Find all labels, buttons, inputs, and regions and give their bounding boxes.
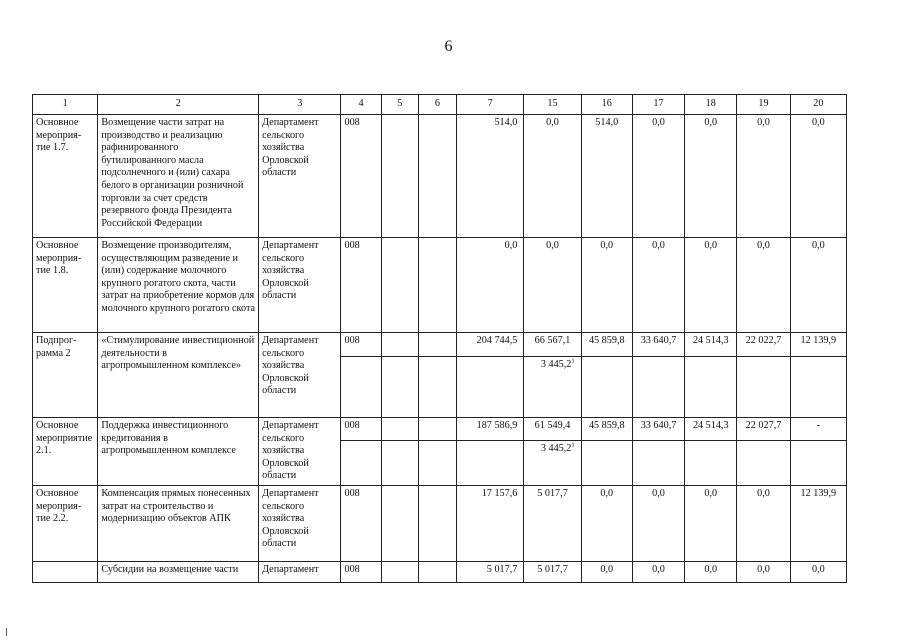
row-kind: Основное мероприя-тие 1.8. xyxy=(33,238,98,333)
footnote-mark: 1 xyxy=(571,357,575,365)
header-cell: 2 xyxy=(98,95,259,115)
row-c5 xyxy=(381,238,418,333)
row-c16: 0,0 xyxy=(581,485,632,561)
footnote-mark: 1 xyxy=(571,441,575,449)
row-c5 xyxy=(381,418,418,441)
row-name: Поддержка инвестиционного кредитования в агропромышленном комплексе xyxy=(98,418,259,486)
header-cell: 6 xyxy=(418,95,456,115)
row-c5 xyxy=(381,561,418,582)
row-kind: Подпрог-рамма 2 xyxy=(33,333,98,418)
row-executor: Департамент сельского хозяйства Орловской области xyxy=(259,238,341,333)
row-c16: 45 859,8 xyxy=(581,418,632,441)
row-c6 xyxy=(418,418,456,441)
subrow-empty-cell xyxy=(632,357,684,418)
row-c18: 24 514,3 xyxy=(685,333,737,357)
row-c15: 66 567,1 xyxy=(524,333,581,357)
row-c19: 0,0 xyxy=(737,115,790,238)
row-c16: 514,0 xyxy=(581,115,632,238)
row-c18: 0,0 xyxy=(685,561,737,582)
subrow-empty-cell xyxy=(457,357,524,418)
row-c15: 61 549,4 xyxy=(524,418,581,441)
row-c15: 0,0 xyxy=(524,238,581,333)
row-c17: 33 640,7 xyxy=(632,333,684,357)
header-cell: 16 xyxy=(581,95,632,115)
subrow-c15-value: 3 445,2 xyxy=(540,442,572,454)
row-c6 xyxy=(418,485,456,561)
subrow-empty-cell xyxy=(581,440,632,485)
row-name: Возмещение производителям, осуществляющим разведение и (или) содержание молочного крупного рогатого скота, части затрат на приобретение кормов для молочного крупного рогатого скота xyxy=(98,238,259,333)
row-executor: Департамент сельского хозяйства Орловской области xyxy=(259,418,341,486)
subrow-empty-cell xyxy=(457,440,524,485)
subrow-empty-cell xyxy=(341,440,381,485)
row-c6 xyxy=(418,561,456,582)
row-c17: 0,0 xyxy=(632,561,684,582)
page-number: 6 xyxy=(444,38,453,55)
subrow-c15 xyxy=(524,440,581,485)
subrow-c15 xyxy=(524,357,581,418)
row-c16: 45 859,8 xyxy=(581,333,632,357)
header-cell: 1 xyxy=(33,95,98,115)
row-c20: 12 139,9 xyxy=(790,485,846,561)
subrow-empty-cell xyxy=(341,357,381,418)
table-row xyxy=(33,418,847,441)
row-code: 008 xyxy=(341,238,381,333)
row-kind xyxy=(33,561,98,582)
budget-table xyxy=(32,94,847,583)
row-executor: Департамент сельского хозяйства Орловской области xyxy=(259,485,341,561)
row-c20: 12 139,9 xyxy=(790,333,846,357)
row-c5 xyxy=(381,485,418,561)
subrow-empty-cell xyxy=(685,440,737,485)
row-c7: 0,0 xyxy=(457,238,524,333)
row-c19: 22 022,7 xyxy=(737,333,790,357)
row-c15: 0,0 xyxy=(524,115,581,238)
row-c5 xyxy=(381,115,418,238)
row-c20: 0,0 xyxy=(790,115,846,238)
table-row xyxy=(33,333,847,357)
row-c15: 5 017,7 xyxy=(524,485,581,561)
row-c18: 0,0 xyxy=(685,115,737,238)
row-c17: 0,0 xyxy=(632,485,684,561)
subrow-empty-cell xyxy=(737,440,790,485)
row-c18: 0,0 xyxy=(685,238,737,333)
row-c17: 0,0 xyxy=(632,238,684,333)
row-kind: Основное мероприя-тие 2.2. xyxy=(33,485,98,561)
subrow-empty-cell xyxy=(632,440,684,485)
row-c6 xyxy=(418,333,456,357)
scan-mark xyxy=(6,628,7,636)
header-cell: 19 xyxy=(737,95,790,115)
row-executor: Департамент xyxy=(259,561,341,582)
subrow-empty-cell xyxy=(381,357,418,418)
row-c6 xyxy=(418,115,456,238)
header-row xyxy=(33,95,847,115)
row-executor: Департамент сельского хозяйства Орловской области xyxy=(259,333,341,418)
row-code: 008 xyxy=(341,485,381,561)
row-c7: 204 744,5 xyxy=(457,333,524,357)
header-cell: 20 xyxy=(790,95,846,115)
table-row xyxy=(33,115,847,238)
header-cell: 3 xyxy=(259,95,341,115)
row-c17: 0,0 xyxy=(632,115,684,238)
row-name: «Стимулирование инвестиционной деятельности в агропромышленном комплексе» xyxy=(98,333,259,418)
subrow-empty-cell xyxy=(737,357,790,418)
subrow-empty-cell xyxy=(418,357,456,418)
row-name: Возмещение части затрат на производство и реализацию рафинированного бутилированного масла подсолнечного и (или) сахара белого в организации розничной торговли за счет средств резервного фонда Президента Российской Федерации xyxy=(98,115,259,238)
table-row xyxy=(33,485,847,561)
row-c19: 0,0 xyxy=(737,238,790,333)
subrow-c15-value: 3 445,2 xyxy=(540,359,572,370)
row-c20: 0,0 xyxy=(790,561,846,582)
header-cell: 5 xyxy=(381,95,418,115)
subrow-empty-cell xyxy=(381,440,418,485)
row-name: Компенсация прямых понесенных затрат на строительство и модернизацию объектов АПК xyxy=(98,485,259,561)
subrow-empty-cell xyxy=(790,357,846,418)
row-c20: 0,0 xyxy=(790,238,846,333)
header-cell: 4 xyxy=(341,95,381,115)
subrow-empty-cell xyxy=(418,440,456,485)
row-c7: 5 017,7 xyxy=(457,561,524,582)
row-code: 008 xyxy=(341,333,381,357)
row-c20: - xyxy=(790,418,846,441)
row-c17: 33 640,7 xyxy=(632,418,684,441)
row-code: 008 xyxy=(341,418,381,441)
row-c7: 17 157,6 xyxy=(457,485,524,561)
subrow-empty-cell xyxy=(790,440,846,485)
row-executor: Департамент сельского хозяйства Орловской области xyxy=(259,115,341,238)
header-cell: 17 xyxy=(632,95,684,115)
row-c19: 22 027,7 xyxy=(737,418,790,441)
row-name: Субсидии на возмещение части xyxy=(98,561,259,582)
row-c6 xyxy=(418,238,456,333)
row-c19: 0,0 xyxy=(737,485,790,561)
subrow-empty-cell xyxy=(581,357,632,418)
row-c5 xyxy=(381,333,418,357)
header-cell: 7 xyxy=(457,95,524,115)
row-code: 008 xyxy=(341,115,381,238)
table-row xyxy=(33,561,847,582)
row-c18: 24 514,3 xyxy=(685,418,737,441)
row-c16: 0,0 xyxy=(581,238,632,333)
row-kind: Основное мероприятие 2.1. xyxy=(33,418,98,486)
row-kind: Основное мероприя-тие 1.7. xyxy=(33,115,98,238)
row-c18: 0,0 xyxy=(685,485,737,561)
header-cell: 15 xyxy=(524,95,581,115)
table-row xyxy=(33,238,847,333)
row-code: 008 xyxy=(341,561,381,582)
row-c7: 187 586,9 xyxy=(457,418,524,441)
row-c16: 0,0 xyxy=(581,561,632,582)
subrow-empty-cell xyxy=(685,357,737,418)
header-cell: 18 xyxy=(685,95,737,115)
row-c15: 5 017,7 xyxy=(524,561,581,582)
row-c19: 0,0 xyxy=(737,561,790,582)
row-c7: 514,0 xyxy=(457,115,524,238)
